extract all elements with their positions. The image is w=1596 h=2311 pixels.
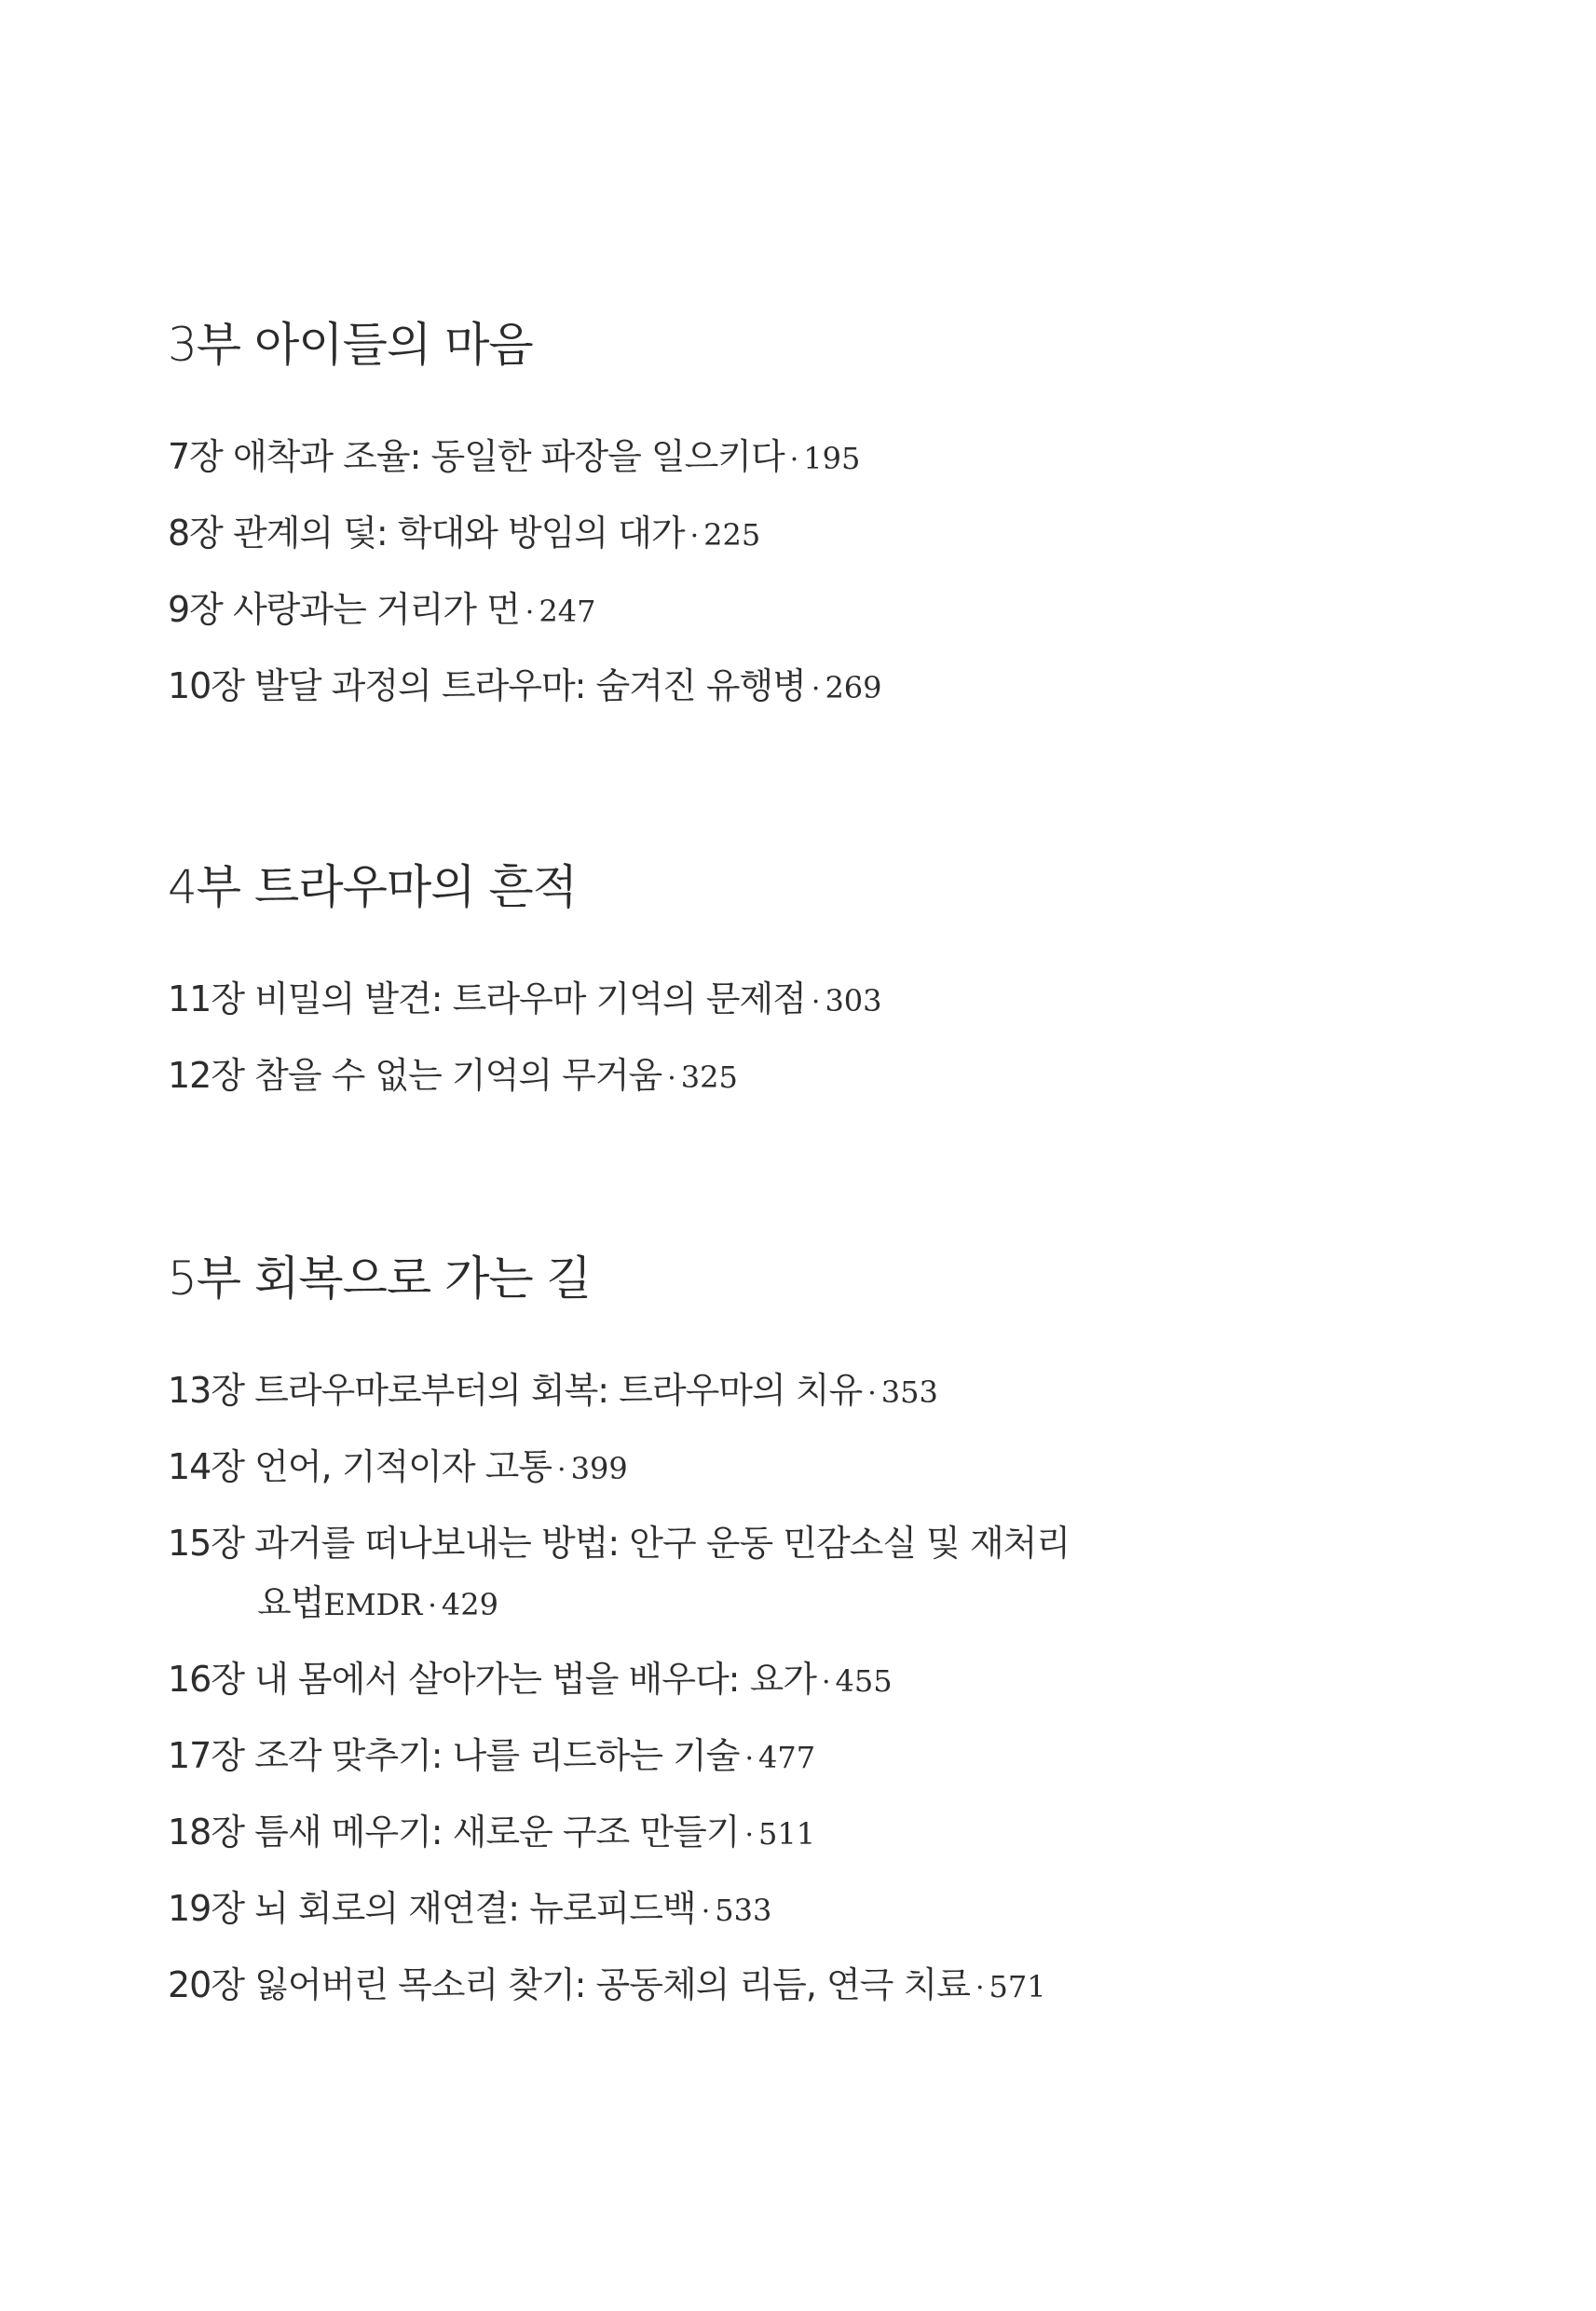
chapter-title: 10장 발달 과정의 트라우마: 숨겨진 유행병 <box>168 665 806 706</box>
page-separator: · <box>701 1895 710 1928</box>
chapter-entry[interactable] <box>168 509 760 561</box>
page-separator: · <box>811 986 820 1019</box>
page-separator: · <box>867 1377 876 1410</box>
chapter-title: 8장 관계의 덫: 학대와 방임의 대가 <box>168 513 685 554</box>
chapter-entry[interactable] <box>168 585 595 637</box>
chapter-title: 7장 애착과 조율: 동일한 파장을 일으키다 <box>168 436 784 477</box>
part-title: 3부 아이들의 마음 <box>168 318 533 372</box>
chapter-title-abbreviation: EMDR <box>323 1587 423 1622</box>
page-number: 353 <box>880 1374 938 1410</box>
chapter-entry[interactable] <box>168 1443 628 1495</box>
chapter-entry[interactable] <box>168 1961 1046 2013</box>
page-number: 571 <box>989 1969 1046 2004</box>
chapter-title: 16장 내 몸에서 살아가는 법을 배우다: 요가 <box>168 1659 816 1700</box>
chapter-title: 9장 사랑과는 거리가 먼 <box>168 589 520 630</box>
page-separator: · <box>821 1666 830 1699</box>
page-separator: · <box>975 1972 984 2004</box>
page-separator: · <box>744 1743 754 1775</box>
chapter-title: 11장 비밀의 발견: 트라우마 기억의 문제점 <box>168 978 806 1019</box>
page-separator: · <box>811 673 820 705</box>
chapter-title: 20장 잃어버린 목소리 찾기: 공동체의 리듬, 연극 치료 <box>168 1964 970 2005</box>
page-number: 303 <box>825 983 882 1019</box>
page-number: 477 <box>758 1740 816 1775</box>
chapter-entry[interactable] <box>168 662 882 714</box>
chapter-entry[interactable] <box>168 1884 771 1936</box>
chapter-title: 14장 언어, 기적이자 고통 <box>168 1446 552 1487</box>
chapter-entry[interactable] <box>168 1051 738 1103</box>
page-separator: · <box>689 520 699 553</box>
chapter-title: 12장 참을 수 없는 기억의 무거움 <box>168 1055 662 1096</box>
chapter-title-continued: 요법 <box>257 1582 324 1623</box>
chapter-title: 13장 트라우마로부터의 회복: 트라우마의 치유 <box>168 1370 863 1411</box>
page-number: 533 <box>715 1893 772 1928</box>
page-number: 247 <box>539 594 596 629</box>
page-separator: · <box>428 1590 436 1622</box>
page-number: 429 <box>441 1587 498 1622</box>
part-title: 5부 회복으로 가는 길 <box>168 1251 591 1306</box>
page-separator: · <box>789 444 798 476</box>
chapter-entry[interactable] <box>168 1731 815 1784</box>
page-number: 225 <box>703 517 761 553</box>
chapter-entry-continuation[interactable] <box>257 1579 498 1631</box>
chapter-entry[interactable] <box>168 1366 938 1418</box>
page-separator: · <box>744 1819 754 1852</box>
page-number: 511 <box>758 1816 816 1852</box>
chapter-title: 18장 틈새 메우기: 새로운 구조 만들기 <box>168 1812 740 1853</box>
page-number: 195 <box>803 441 861 476</box>
page-separator: · <box>667 1062 675 1095</box>
chapter-title: 19장 뇌 회로의 재연결: 뉴로피드백 <box>168 1888 696 1929</box>
page-separator: · <box>557 1454 566 1486</box>
page-number: 269 <box>825 670 882 705</box>
chapter-entry[interactable] <box>168 432 860 485</box>
chapter-entry[interactable] <box>168 1519 1070 1567</box>
chapter-title: 17장 조각 맞추기: 나를 리드하는 기술 <box>168 1735 740 1776</box>
page-separator: · <box>525 596 534 629</box>
chapter-entry[interactable] <box>168 1808 815 1860</box>
page-number: 325 <box>680 1060 738 1095</box>
page-number: 399 <box>570 1451 628 1486</box>
chapter-entry[interactable] <box>168 975 882 1027</box>
chapter-entry[interactable] <box>168 1655 893 1707</box>
part-title: 4부 트라우마의 흔적 <box>168 860 577 914</box>
chapter-title: 15장 과거를 떠나보내는 방법: 안구 운동 민감소실 및 재처리 <box>168 1523 1071 1564</box>
page-number: 455 <box>835 1663 893 1699</box>
